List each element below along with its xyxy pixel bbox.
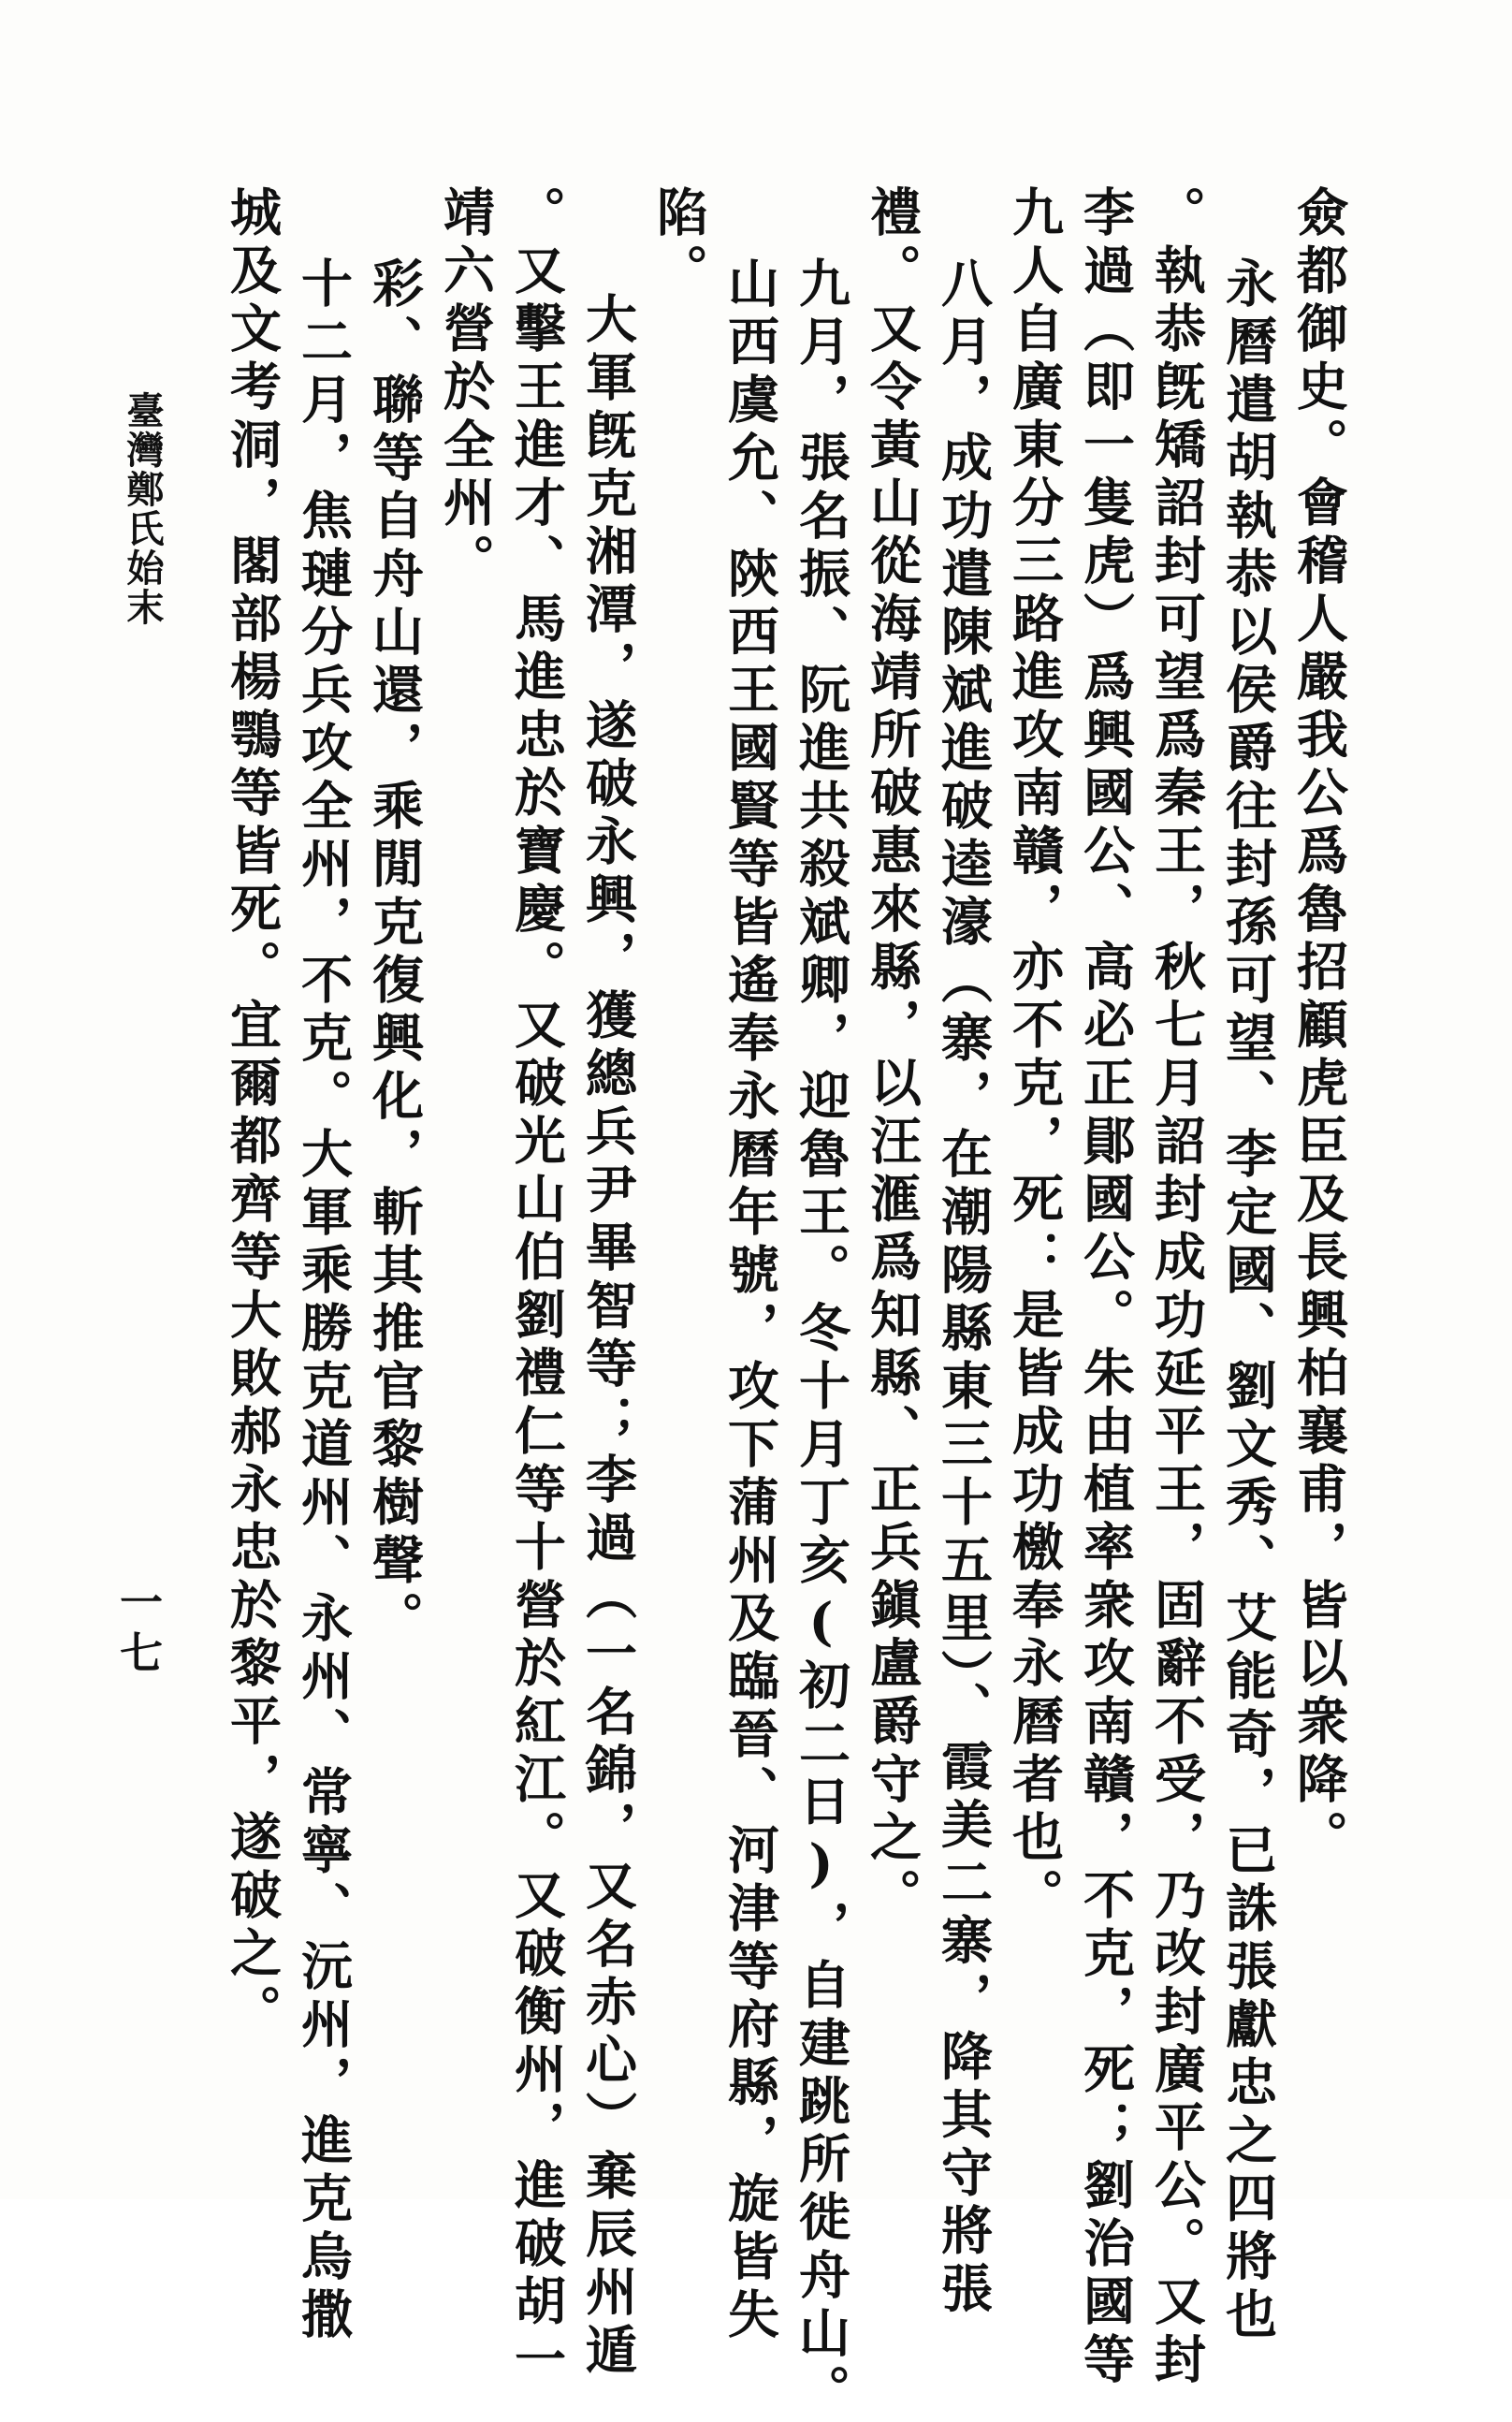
text-column-9: 山西虞允、陝西王國賢等皆遙奉永曆年號，攻下蒲州及臨晉、河津等府縣，旋皆失 (720, 256, 780, 2345)
text-column-7: 禮。又令黃山從海靖所破惠來縣，以汪滙爲知縣、正兵鎭盧爵守之。 (862, 185, 923, 1926)
text-column-6: 八月，成功遣陳斌進破逵濠（寨，在潮陽縣東三十五里）、霞美二寨，降其守將張 (933, 256, 994, 2320)
text-column-2: 永曆遣胡執恭以侯爵往封孫可望、李定國、劉文秀、艾能奇，已誅張獻忠之四將也 (1217, 256, 1278, 2345)
text-column-15: 十二月，焦璉分兵攻全州，不克。大軍乘勝克道州、永州、常寧、沅州，進克烏撒 (293, 256, 354, 2345)
text-column-5: 九人自廣東分三路進攻南贛，亦不克，死：是皆成功檄奉永曆者也。 (1004, 185, 1065, 1926)
text-column-3: 。執恭旣矯詔封可望爲秦王，秋七月詔封成功延平王，固辭不受，乃改封廣平公。又封 (1146, 185, 1207, 2390)
text-column-4: 李過（即一隻虎）爲興國公、高必正鄖國公。朱由植率衆攻南贛，不克，死；劉治國等 (1075, 185, 1136, 2390)
text-column-8: 九月，張名振、阮進共殺斌卿，迎魯王。冬十月丁亥(初二日)，自建跳所徙舟山。 (791, 256, 851, 2422)
text-column-11: 大軍旣克湘潭，遂破永興，獲總兵尹畢智等；李過（一名錦，又名赤心）棄辰州遁 (577, 292, 638, 2381)
text-column-12: 。又擊王進才、馬進忠於寶慶。又破光山伯劉禮仁等十營於紅江。又破衡州，進破胡一 (506, 185, 567, 2390)
text-column-10: 陷。 (648, 185, 709, 301)
text-column-16: 城及文考洞，閣部楊鶚等皆死。宜爾都齊等大敗郝永忠於黎平，遂破之。 (222, 185, 283, 2042)
text-column-1: 僉都御史。會稽人嚴我公爲魯招顧虎臣及長興柏襄甫，皆以衆降。 (1288, 185, 1349, 1868)
footer-page-number: 一七 (113, 1580, 164, 1681)
text-column-14: 彩、聯等自舟山還，乘閒克復興化，斬其推官黎樹聲。 (364, 256, 425, 1649)
footer-book-title: 臺灣鄭氏始末 (121, 391, 165, 627)
text-column-13: 靖六營於全州。 (435, 185, 496, 591)
